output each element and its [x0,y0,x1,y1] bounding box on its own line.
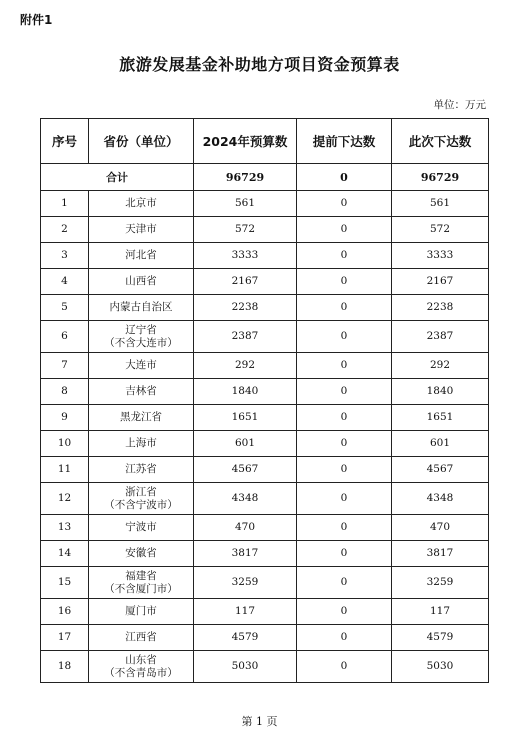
province-name: 河北省 [125,249,157,261]
table-row [41,541,489,567]
row-index: 15 [41,567,89,599]
table-row [41,651,489,683]
table-row [41,405,489,431]
row-current: 4567 [392,457,489,483]
province-name: 黑龙江省 [120,411,162,423]
province-name: 上海市 [125,437,157,449]
unit-label: 单位：万元 [433,99,486,111]
row-advance: 0 [297,541,392,567]
header-budget: 2024年预算数 [194,119,297,164]
province-name: 天津市 [125,223,157,235]
table-row [41,191,489,217]
row-budget: 3817 [194,541,297,567]
total-advance: 0 [297,164,392,191]
province-name: 辽宁省 [125,323,157,336]
province-note: （不含厦门市） [104,582,178,595]
row-index: 12 [41,483,89,515]
row-current: 4579 [392,625,489,651]
province-name: 厦门市 [125,605,157,617]
page-number: 第 1 页 [241,715,278,728]
province-name: 宁波市 [125,521,157,533]
row-index: 11 [41,457,89,483]
total-row [41,164,489,191]
row-advance: 0 [297,515,392,541]
header-province: 省份（单位） [89,119,194,164]
province-name: 内蒙古自治区 [109,301,173,313]
province-name: 安徽省 [125,547,157,559]
province-name: 山西省 [125,275,157,287]
row-current: 2167 [392,269,489,295]
row-advance: 0 [297,599,392,625]
row-current: 1840 [392,379,489,405]
row-province [89,217,194,243]
row-index: 6 [41,321,89,353]
row-budget: 1840 [194,379,297,405]
row-advance: 0 [297,243,392,269]
province-name: 大连市 [125,359,157,371]
row-province [89,295,194,321]
row-current: 561 [392,191,489,217]
row-province [89,431,194,457]
row-index: 2 [41,217,89,243]
row-budget: 2387 [194,321,297,353]
row-index: 17 [41,625,89,651]
header-advance: 提前下达数 [297,119,392,164]
row-province [89,321,194,353]
row-province [89,515,194,541]
row-current: 470 [392,515,489,541]
row-province [89,483,194,515]
table-row [41,243,489,269]
table-row [41,353,489,379]
table-row [41,431,489,457]
row-current: 3259 [392,567,489,599]
row-current: 2238 [392,295,489,321]
table-row [41,625,489,651]
table-row [41,483,489,515]
row-budget: 5030 [194,651,297,683]
row-index: 5 [41,295,89,321]
row-budget: 1651 [194,405,297,431]
row-budget: 470 [194,515,297,541]
row-budget: 3333 [194,243,297,269]
row-index: 14 [41,541,89,567]
row-index: 9 [41,405,89,431]
row-budget: 292 [194,353,297,379]
row-province [89,541,194,567]
budget-table [40,118,489,683]
row-advance: 0 [297,457,392,483]
table-row [41,295,489,321]
row-budget: 2167 [194,269,297,295]
province-name: 福建省 [125,569,157,582]
row-current: 5030 [392,651,489,683]
row-budget: 117 [194,599,297,625]
row-province [89,269,194,295]
row-advance: 0 [297,217,392,243]
row-budget: 601 [194,431,297,457]
attachment-label: 附件1 [20,13,53,27]
row-province [89,243,194,269]
row-province [89,457,194,483]
row-advance: 0 [297,651,392,683]
row-advance: 0 [297,295,392,321]
row-index: 13 [41,515,89,541]
row-province [89,379,194,405]
row-province [89,191,194,217]
table-row [41,321,489,353]
row-advance: 0 [297,353,392,379]
province-note: （不含青岛市） [104,666,178,679]
row-budget: 4348 [194,483,297,515]
province-note: （不含宁波市） [104,498,178,511]
row-budget: 3259 [194,567,297,599]
total-budget: 96729 [194,164,297,191]
row-current: 117 [392,599,489,625]
row-budget: 4567 [194,457,297,483]
row-current: 1651 [392,405,489,431]
province-name: 浙江省 [125,485,157,498]
row-index: 16 [41,599,89,625]
row-index: 3 [41,243,89,269]
row-advance: 0 [297,269,392,295]
province-name: 吉林省 [125,385,157,397]
row-budget: 4579 [194,625,297,651]
row-current: 4348 [392,483,489,515]
row-index: 4 [41,269,89,295]
row-budget: 2238 [194,295,297,321]
table-header-row [41,119,489,164]
row-province [89,599,194,625]
row-index: 1 [41,191,89,217]
row-index: 8 [41,379,89,405]
row-index: 18 [41,651,89,683]
header-index: 序号 [41,119,89,164]
row-advance: 0 [297,191,392,217]
document-title: 旅游发展基金补助地方项目资金预算表 [119,55,400,74]
row-advance: 0 [297,379,392,405]
row-current: 601 [392,431,489,457]
row-advance: 0 [297,321,392,353]
province-name: 山东省 [125,653,157,666]
row-index: 7 [41,353,89,379]
row-province [89,353,194,379]
row-current: 2387 [392,321,489,353]
table-row [41,217,489,243]
row-current: 3817 [392,541,489,567]
header-current: 此次下达数 [392,119,489,164]
table-row [41,269,489,295]
table-row [41,599,489,625]
province-name: 江西省 [125,631,157,643]
row-budget: 572 [194,217,297,243]
province-name: 江苏省 [125,463,157,475]
row-index: 10 [41,431,89,457]
total-current: 96729 [392,164,489,191]
total-label: 合计 [41,164,194,191]
row-advance: 0 [297,567,392,599]
table-row [41,515,489,541]
row-advance: 0 [297,625,392,651]
table-row [41,567,489,599]
table-row [41,457,489,483]
province-note: （不含大连市） [104,336,178,349]
row-advance: 0 [297,431,392,457]
row-current: 292 [392,353,489,379]
row-advance: 0 [297,483,392,515]
row-province [89,625,194,651]
province-name: 北京市 [125,197,157,209]
row-budget: 561 [194,191,297,217]
row-province [89,651,194,683]
row-province [89,567,194,599]
row-current: 3333 [392,243,489,269]
table-row [41,379,489,405]
row-current: 572 [392,217,489,243]
row-province [89,405,194,431]
row-advance: 0 [297,405,392,431]
